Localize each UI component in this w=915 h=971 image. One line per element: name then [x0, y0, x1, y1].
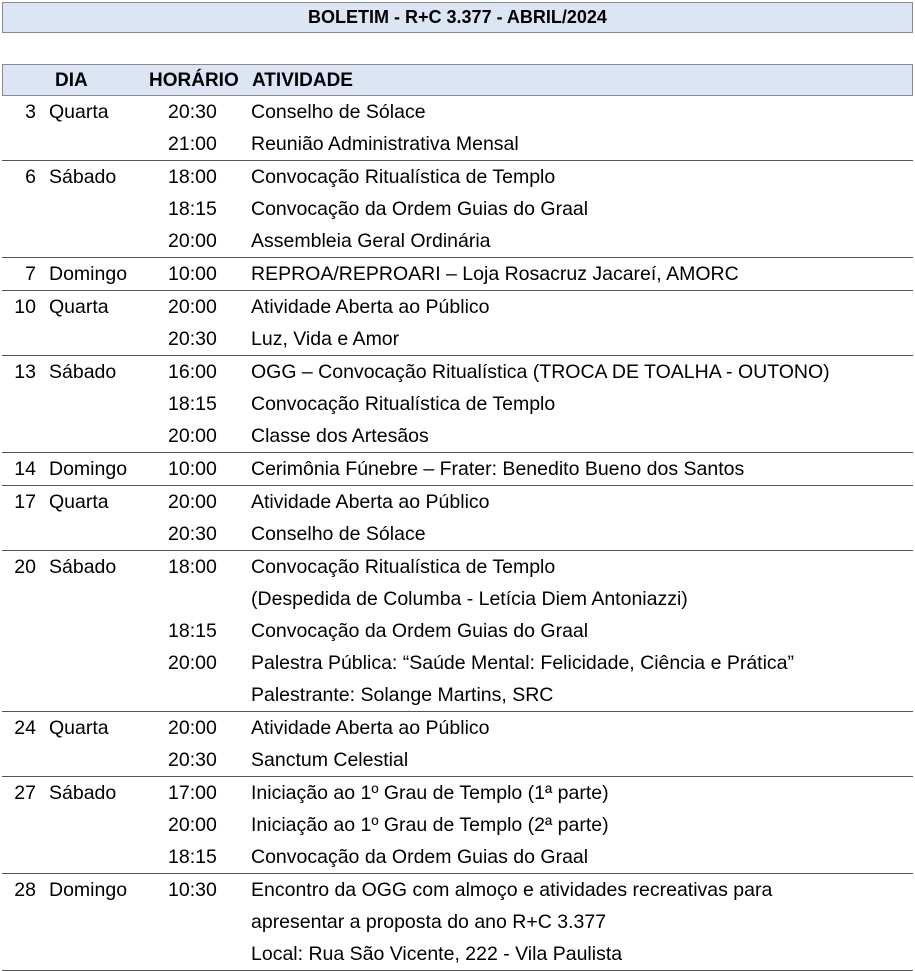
- activity: REPROA/REPROARI – Loja Rosacruz Jacareí, AMORC: [251, 263, 739, 285]
- table-row: [2, 615, 913, 647]
- header-atividade: ATIVIDADE: [252, 70, 353, 91]
- time: 10:00: [168, 458, 217, 480]
- table-row: [2, 356, 913, 388]
- day-number: 17: [14, 491, 36, 513]
- day-number: 28: [14, 879, 36, 901]
- weekday: Quarta: [49, 491, 109, 513]
- day-group: [2, 777, 913, 874]
- table-row: [2, 809, 913, 841]
- time: 20:00: [168, 425, 217, 447]
- day-number: 13: [14, 361, 36, 383]
- weekday: Sábado: [49, 556, 117, 578]
- table-row: [2, 583, 913, 615]
- time: 20:00: [168, 814, 217, 836]
- day-group: [2, 712, 913, 777]
- day-group: [2, 874, 913, 971]
- weekday: Sábado: [49, 166, 117, 188]
- day-number: 6: [25, 166, 36, 188]
- activity: Iniciação ao 1º Grau de Templo (1ª parte): [251, 782, 609, 804]
- time: 18:15: [168, 846, 217, 868]
- table-row: [2, 874, 913, 906]
- activity: Conselho de Sólace: [251, 101, 426, 123]
- time: 20:00: [168, 296, 217, 318]
- table-row: [2, 777, 913, 809]
- activity: Convocação Ritualística de Templo: [251, 393, 556, 415]
- table-row: [2, 96, 913, 128]
- weekday: Quarta: [49, 717, 109, 739]
- time: 20:00: [168, 230, 217, 252]
- time: 18:15: [168, 393, 217, 415]
- table-row: [2, 225, 913, 257]
- activity: Convocação Ritualística de Templo: [251, 556, 556, 578]
- activity: Convocação Ritualística de Templo: [251, 166, 556, 188]
- bulletin-title-text: BOLETIM - R+C 3.377 - ABRIL/2024: [308, 7, 607, 27]
- day-group: [2, 356, 913, 453]
- table-body: [2, 96, 913, 971]
- activity: Atividade Aberta ao Público: [251, 491, 490, 513]
- activity: Assembleia Geral Ordinária: [251, 230, 491, 252]
- day-group: [2, 453, 913, 486]
- day-group: [2, 258, 913, 291]
- weekday: Sábado: [49, 782, 117, 804]
- activity: Convocação da Ordem Guias do Graal: [251, 620, 589, 642]
- activity: Encontro da OGG com almoço e atividades recreativas para: [251, 879, 773, 901]
- table-row: [2, 906, 913, 938]
- table-row: [2, 938, 913, 970]
- day-number: 14: [14, 458, 36, 480]
- time: 17:00: [168, 782, 217, 804]
- activity: Sanctum Celestial: [251, 749, 409, 771]
- table-row: [2, 518, 913, 550]
- time: 20:30: [168, 328, 217, 350]
- time: 10:30: [168, 879, 217, 901]
- activity: Atividade Aberta ao Público: [251, 717, 490, 739]
- table-row: [2, 647, 913, 679]
- activity: Iniciação ao 1º Grau de Templo (2ª parte): [251, 814, 609, 836]
- activity: Palestra Pública: “Saúde Mental: Felicidade, Ciência e Prática”: [251, 652, 795, 674]
- day-group: [2, 161, 913, 258]
- table-row: [2, 744, 913, 776]
- time: 18:15: [168, 198, 217, 220]
- day-group: [2, 96, 913, 161]
- activity: apresentar a proposta do ano R+C 3.377: [251, 911, 607, 933]
- weekday: Quarta: [49, 296, 109, 318]
- time: 20:00: [168, 717, 217, 739]
- activity: OGG – Convocação Ritualística (TROCA DE TOALHA - OUTONO): [251, 361, 830, 383]
- activity: Convocação da Ordem Guias do Graal: [251, 198, 589, 220]
- table-row: [2, 420, 913, 452]
- day-group: [2, 551, 913, 712]
- day-group: [2, 486, 913, 551]
- weekday: Domingo: [49, 879, 128, 901]
- table-row: [2, 712, 913, 744]
- activity: Classe dos Artesãos: [251, 425, 429, 447]
- header-dia: DIA: [55, 70, 88, 91]
- time: 20:00: [168, 652, 217, 674]
- table-row: [2, 679, 913, 711]
- time: 20:30: [168, 749, 217, 771]
- time: 18:00: [168, 166, 217, 188]
- table-row: [2, 388, 913, 420]
- activity: Reunião Administrativa Mensal: [251, 133, 519, 155]
- day-number: 3: [25, 101, 36, 123]
- day-number: 7: [25, 263, 36, 285]
- day-number: 24: [14, 717, 36, 739]
- weekday: Sábado: [49, 361, 117, 383]
- activity: Luz, Vida e Amor: [251, 328, 400, 350]
- activity: Cerimônia Fúnebre – Frater: Benedito Bueno dos Santos: [251, 458, 745, 480]
- activity: Atividade Aberta ao Público: [251, 296, 490, 318]
- time: 20:30: [168, 101, 217, 123]
- activity: Palestrante: Solange Martins, SRC: [251, 684, 554, 706]
- day-group: [2, 291, 913, 356]
- table-row: [2, 193, 913, 225]
- time: 10:00: [168, 263, 217, 285]
- table-row: [2, 551, 913, 583]
- day-number: 10: [14, 296, 36, 318]
- table-row: [2, 161, 913, 193]
- table-row: [2, 486, 913, 518]
- table-row: [2, 323, 913, 355]
- activity: Local: Rua São Vicente, 222 - Vila Paulista: [251, 943, 623, 965]
- weekday: Domingo: [49, 263, 128, 285]
- day-number: 20: [14, 556, 36, 578]
- weekday: Quarta: [49, 101, 109, 123]
- table-row: [2, 291, 913, 323]
- weekday: Domingo: [49, 458, 128, 480]
- table-header: [2, 64, 913, 96]
- day-number: 27: [14, 782, 36, 804]
- time: 20:30: [168, 523, 217, 545]
- time: 20:00: [168, 491, 217, 513]
- schedule-table: [2, 64, 913, 971]
- time: 21:00: [168, 133, 217, 155]
- bulletin-title: [2, 2, 913, 33]
- activity: Conselho de Sólace: [251, 523, 426, 545]
- time: 18:15: [168, 620, 217, 642]
- table-row: [2, 453, 913, 485]
- table-row: [2, 128, 913, 160]
- table-row: [2, 841, 913, 873]
- time: 16:00: [168, 361, 217, 383]
- time: 18:00: [168, 556, 217, 578]
- table-row: [2, 258, 913, 290]
- activity: Convocação da Ordem Guias do Graal: [251, 846, 589, 868]
- activity: (Despedida de Columba - Letícia Diem Antoniazzi): [251, 588, 688, 610]
- header-horario: HORÁRIO: [149, 70, 239, 91]
